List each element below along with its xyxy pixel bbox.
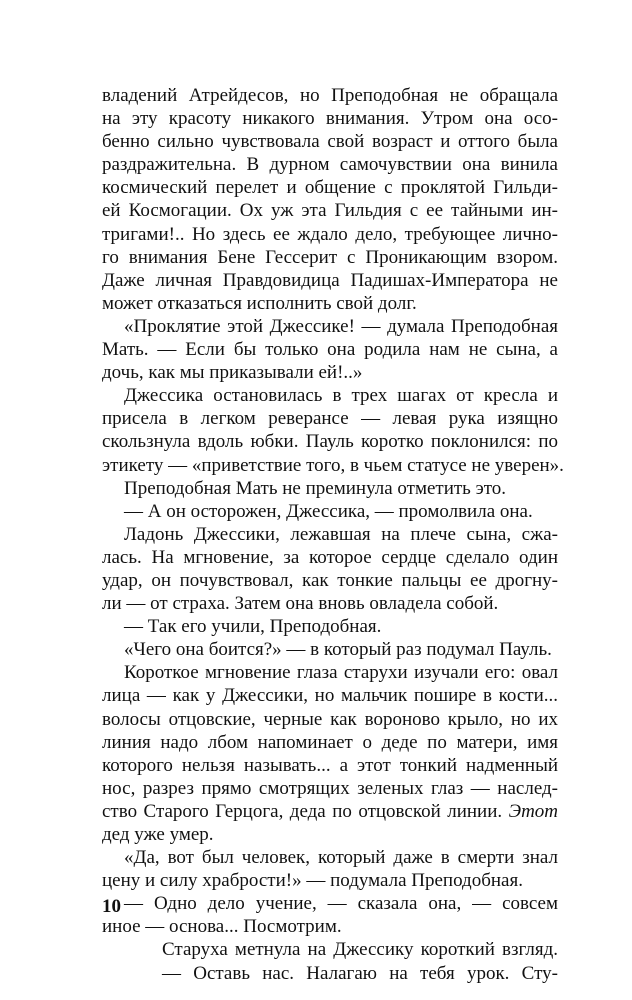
text-line: которого нельзя называть... а этот тонкий надменный bbox=[102, 754, 558, 776]
text-line: тригами!.. Но здесь ее ждало дело, требующее лично- bbox=[102, 223, 558, 245]
text-line: — Так его учили, Преподобная. bbox=[124, 616, 382, 638]
text-line: дед уже умер. bbox=[102, 824, 214, 845]
text-line: Даже личная Правдовидица Падишах-Императора не bbox=[102, 269, 558, 291]
text-line: волосы отцовские, черные как вороново крыло, но их bbox=[102, 708, 558, 730]
text-line: бенно сильно чувствовала свой возраст и оттого была bbox=[102, 131, 558, 153]
text-line: Мать. — Если бы только она родила нам не сына, а bbox=[102, 339, 558, 361]
text-line: на эту красоту никакого внимания. Утром она осо- bbox=[102, 108, 558, 130]
text-line: нос, разрез прямо смотрящих зеленых глаз — наслед- bbox=[102, 777, 558, 799]
text-line: — А он осторожен, Джессика, — промолвила она. bbox=[124, 500, 533, 522]
text-line: «Проклятие этой Джессике! — думала Преподобная bbox=[124, 315, 558, 337]
page-number: 10 bbox=[102, 896, 121, 917]
text-line: лица — как у Джессики, но мальчик пошире в кости... bbox=[102, 685, 558, 707]
text-line: ство Старого Герцога, деда по отцовской линии. Этот bbox=[102, 800, 559, 822]
text-line: может отказаться исполнить свой долг. bbox=[102, 292, 417, 314]
text-line: — Одно дело учение, — сказала она, — совсем bbox=[124, 893, 558, 915]
text-line: раздражительна. В дурном самочувствии она винила bbox=[102, 154, 558, 176]
text-line: ей Космогации. Ох уж эта Гильдия с ее тайными ин- bbox=[102, 200, 558, 222]
text-line: дочь, как мы приказывали ей!..» bbox=[102, 362, 363, 384]
text-line: линия надо лбом напоминает о деде по матери, имя bbox=[102, 731, 558, 753]
text-line: этикету — «приветствие того, в чьем статусе не уверен». bbox=[102, 454, 564, 476]
text-line: Преподобная Мать не преминула отметить это. bbox=[124, 477, 507, 499]
italic-word: Этот bbox=[508, 800, 559, 822]
text-line: владений Атрейдесов, но Преподобная не обращала bbox=[102, 85, 558, 106]
text-line: присела в легком реверансе — левая рука изящно bbox=[102, 408, 558, 430]
text-line: лась. На мгновение, за которое сердце сделало один bbox=[102, 546, 558, 568]
text-line: космический перелет и общение с проклятой Гильди- bbox=[102, 177, 558, 199]
text-line: Короткое мгновение глаза старухи изучали его: овал bbox=[124, 662, 558, 684]
text-line: го внимания Бене Гессерит с Проникающим взором. bbox=[102, 246, 558, 268]
text-line: удар, он почувствовал, как тонкие пальцы ее дрогну- bbox=[102, 569, 558, 591]
text-line: иное — основа... Посмотрим. bbox=[102, 916, 342, 938]
text-line: Ладонь Джессики, лежавшая на плече сына, сжа- bbox=[124, 523, 558, 545]
text-line: «Да, вот был человек, который даже в смерти знал bbox=[124, 847, 558, 869]
text-line: Джессика остановилась в трех шагах от кресла и bbox=[124, 385, 558, 407]
text-line: цену и силу храбрости!» — подумала Преподобная. bbox=[102, 870, 523, 892]
text-line: «Чего она боится?» — в который раз подумал Пауль. bbox=[124, 639, 552, 661]
text-line: ли — от страха. Затем она вновь овладела собой. bbox=[102, 593, 499, 615]
text-line: Старуха метнула на Джессику короткий взгляд. bbox=[162, 939, 558, 961]
text-line: скользнула вдоль юбки. Пауль коротко поклонился: по bbox=[102, 431, 558, 453]
body-text bbox=[102, 84, 564, 985]
text-line: — Оставь нас. Налагаю на тебя урок. Сту- bbox=[162, 962, 558, 984]
